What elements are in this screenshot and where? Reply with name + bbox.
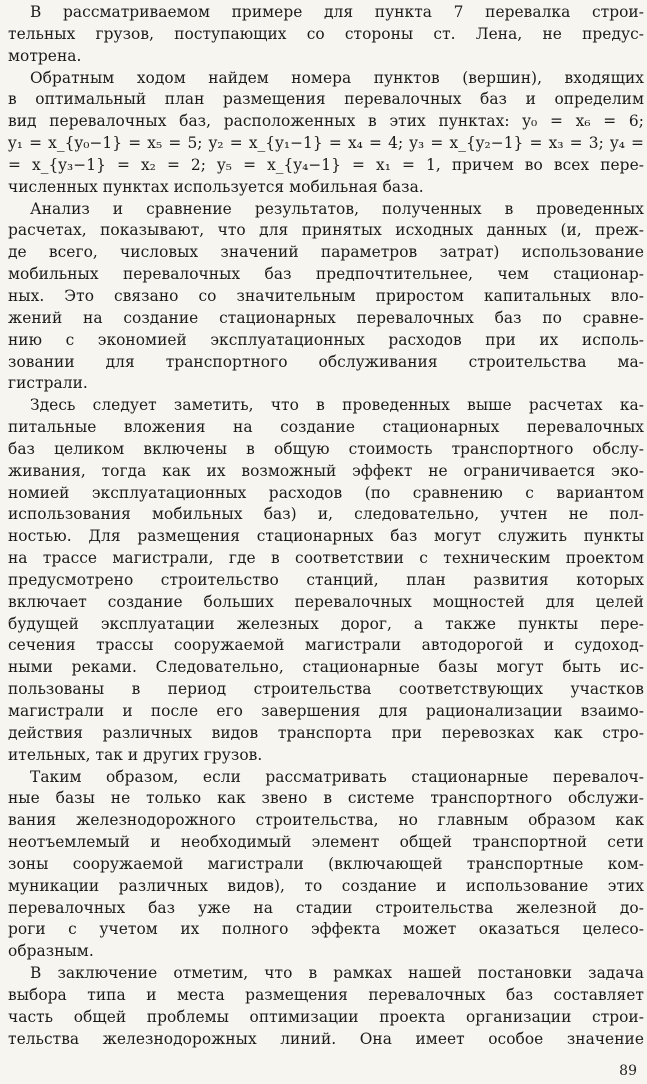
- text-line: ительных, так и других грузов.: [8, 745, 263, 764]
- text-line: жений на создание стационарных перевалочных баз по сравне-: [8, 308, 644, 327]
- text-line: роги с учетом их полного эффекта может оказаться целесо-: [8, 920, 644, 939]
- text-line: мобильных перевалочных баз предпочтительнее, чем стационар-: [8, 265, 644, 284]
- book-page: [8, 2, 644, 1080]
- text-line: Таким образом, если рассматривать стационарные перевалоч-: [30, 767, 644, 786]
- paragraph-conclusion-network: [8, 767, 644, 964]
- text-line: живания, тогда как их возможный эффект не ограничивается эко-: [8, 461, 644, 480]
- text-line: на трассе магистрали, где в соответствии с техническим проектом: [8, 549, 644, 568]
- paragraph-final-remark: [8, 963, 644, 1050]
- text-line: в оптимальный план размещения перевалочных баз и определим: [8, 90, 644, 109]
- text-line: использования мобильных баз) и, следовательно, учтен не пол-: [8, 505, 644, 524]
- text-line: Обратным ходом найдем номера пунктов (вершин), входящих: [30, 68, 644, 87]
- text-line: гистрали.: [8, 374, 88, 393]
- text-line: предусмотрено строительство станций, план развития которых: [8, 570, 644, 589]
- text-line: образным.: [8, 942, 94, 961]
- text-line: будущей эксплуатации железных дорог, а также пункты пере-: [8, 614, 644, 633]
- text-line: В заключение отметим, что в рамках нашей постановки задача: [30, 964, 644, 983]
- text-line: мотрена.: [8, 46, 82, 65]
- text-line: пользованы в период строительства соответствующих участков: [8, 680, 644, 699]
- text-line: расчетах, показывают, что для принятых исходных данных (и, преж-: [8, 221, 644, 240]
- text-line: питальные вложения на создание стационарных перевалочных: [8, 418, 644, 437]
- text-line: численных пунктах используется мобильная база.: [8, 177, 424, 196]
- text-line: де всего, числовых значений параметров затрат) использование: [8, 243, 644, 262]
- text-line: Здесь следует заметить, что в проведенных выше расчетах ка-: [30, 396, 644, 415]
- page-number: 89: [619, 1063, 637, 1079]
- text-line: часть общей проблемы оптимизации проекта организации строи-: [8, 1007, 644, 1026]
- text-line: ными реками. Следовательно, стационарные базы могут быть ис-: [8, 658, 644, 677]
- text-line: баз целиком включены в общую стоимость транспортного обслу-: [8, 439, 644, 458]
- text-line: магистрали и после его завершения для рационализации взаимо-: [8, 702, 644, 720]
- text-line: включает создание больших перевалочных мощностей для целей: [8, 592, 644, 611]
- text-line: Анализ и сравнение результатов, полученных в проведенных: [30, 199, 644, 218]
- paragraph-capital-investment: [8, 395, 644, 766]
- text-line: тельства железнодорожных линий. Она имеет особое значение: [8, 1029, 644, 1048]
- text-line: перевалочных баз уже на стадии строительства железной до-: [8, 898, 644, 917]
- text-line: зовании для транспортного обслуживания строительства ма-: [8, 352, 644, 371]
- text-line: В рассматриваемом примере для пункта 7 перевалка строи-: [30, 3, 644, 21]
- text-line: сечения трассы сооружаемой магистрали автодорогой и судоход-: [8, 636, 644, 655]
- text-line: ные базы не только как звено в системе транспортного обслужи-: [8, 789, 644, 808]
- text-line: зоны сооружаемой магистрали (включающей транспортные ком-: [8, 854, 644, 873]
- paragraph-transshipment-note: [8, 2, 644, 68]
- formula-line: = x_{y₃−1} = x₂ = 2; y₅ = x_{y₄−1} = x₁ = 1, причем во всех пере-: [8, 155, 644, 174]
- paragraph-analysis: [8, 199, 644, 396]
- text-line: ностью. Для размещения стационарных баз могут служить пункты: [8, 527, 644, 546]
- text-line: вид перевалочных баз, расположенных в этих пунктах: y₀ = x₆ = 6;: [8, 112, 644, 131]
- text-line: ных. Это связано со значительным приростом капитальных вло-: [8, 286, 644, 305]
- text-line: муникации различных видов), то создание и использование этих: [8, 876, 644, 895]
- paragraph-reverse-pass: [8, 68, 644, 199]
- text-line: действия различных видов транспорта при перевозках как стро-: [8, 723, 644, 742]
- text-line: номией эксплуатационных расходов (по сравнению с вариантом: [8, 483, 644, 502]
- text-line: тельных грузов, поступающих со стороны ст. Лена, не предус-: [8, 24, 644, 43]
- text-line: вания железнодорожного строительства, но главным образом как: [8, 811, 644, 830]
- text-line: выбора типа и места размещения перевалочных баз составляет: [8, 985, 644, 1004]
- text-line: неотъемлемый и необходимый элемент общей транспортной сети: [8, 833, 644, 852]
- formula-line: y₁ = x_{y₀−1} = x₅ = 5; y₂ = x_{y₁−1} = x₄ = 4; y₃ = x_{y₂−1} = x₃ = 3; y₄ =: [8, 134, 644, 153]
- text-line: нию с экономией эксплуатационных расходов при их исполь-: [8, 330, 644, 349]
